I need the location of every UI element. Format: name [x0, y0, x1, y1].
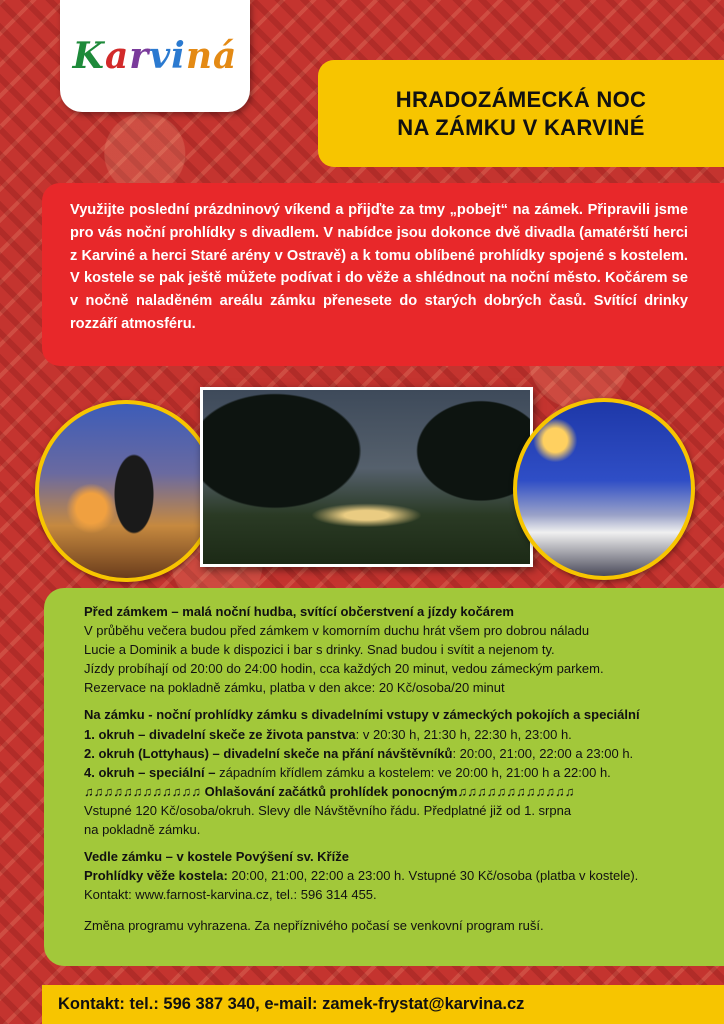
logo-letter: K	[72, 35, 105, 77]
tower-label: Prohlídky věže kostela:	[84, 868, 228, 884]
section-church	[84, 847, 704, 904]
tour-times: : 20:00, 21:00, 22:00 a 23:00 h.	[452, 745, 634, 761]
info-line: na pokladně zámku.	[84, 822, 201, 838]
info-line: Lucie a Dominik a bude k dispozici i bar s drinky. Snad budou i svítit a nejenom ty.	[84, 642, 555, 658]
church-contact: Kontakt: www.farnost-karvina.cz, tel.: 596 314 455.	[84, 887, 377, 903]
announcement-line	[84, 782, 704, 801]
program-info-box	[44, 588, 724, 966]
logo-letter: r	[129, 35, 150, 77]
photo-castle-night	[200, 387, 533, 567]
tour-name: 2. okruh (Lottyhaus) – divadelní skeče na přání návštěvníků	[84, 745, 453, 761]
tour-times: západním křídlem zámku a kostelem: ve 20:00 h, 21:00 h a 22:00 h.	[215, 764, 611, 780]
tour-item	[84, 744, 704, 763]
footer-contact: Kontakt: tel.: 596 387 340, e-mail: zamek-frystat@karvina.cz	[42, 985, 724, 1024]
program-note: Změna programu vyhrazena. Za nepříznivého počasí se venkovní program ruší.	[84, 918, 544, 934]
section-heading: Před zámkem – malá noční hudba, svítící občerstvení a jízdy kočárem	[84, 604, 514, 619]
tour-item	[84, 725, 704, 744]
music-notes: ♫♫♫♫♫♫♫♫♫♫♫♫	[84, 783, 205, 799]
section-outside	[84, 602, 704, 697]
logo-letter: a	[104, 35, 130, 77]
intro-text: Využijte poslední prázdninový víkend a přijďte za tmy „pobejt“ na zámek. Připravili jsme pro vás noční prohlídky s divadlem. V nabídce jsou dokonce dvě divadla (amatérští herci z Karviné a herci Staré arény v Ostravě) a k tomu oblíbené prohlídky spojené s kostelem. V kostele se pak ještě můžete podívat i do věže a shlédnout na noční město. Kočárem se v nočně naladěném areálu zámku přenesete do starých dobrých časů. Svítící drinky rozzáří atmosféru.	[70, 202, 688, 332]
announcement-text: Ohlašování začátků prohlídek ponocným	[204, 783, 458, 799]
section-castle	[84, 705, 704, 839]
page-title-line1: HRADOZÁMECKÁ NOC	[395, 86, 647, 112]
intro-box	[42, 183, 724, 366]
tour-item	[84, 763, 704, 782]
tour-times: : v 20:30 h, 21:30 h, 22:30 h, 23:00 h.	[355, 726, 572, 742]
tour-name: 1. okruh – divadelní skeče ze života panstva	[84, 726, 356, 742]
photo-night-watchman	[35, 400, 217, 582]
info-line: Jízdy probíhají od 20:00 do 24:00 hodin, cca každých 20 minut, vedou zámeckým parkem.	[84, 661, 604, 677]
info-line: Vstupné 120 Kč/osoba/okruh. Slevy dle Návštěvního řádu. Předplatné již od 1. srpna	[84, 802, 572, 818]
tour-name: 4. okruh – speciální –	[84, 764, 216, 780]
tower-times: 20:00, 21:00, 22:00 a 23:00 h. Vstupné 30 Kč/osoba (platba v kostele).	[227, 868, 639, 884]
page-title-line2: NA ZÁMKU V KARVINÉ	[397, 114, 645, 140]
info-line: Rezervace na pokladně zámku, platba v den akce: 20 Kč/osoba/20 minut	[84, 680, 505, 696]
section-heading: Na zámku - noční prohlídky zámku s divadelními vstupy v zámeckých pokojích a speciální	[84, 707, 640, 723]
logo-letter: ná	[185, 35, 238, 77]
section-heading: Vedle zámku – v kostele Povýšení sv. Kříže	[84, 849, 349, 865]
logo-letter: vi	[149, 35, 186, 77]
info-line: V průběhu večera budou před zámkem v komorním duchu hrát všem pro dobrou náladu	[84, 623, 590, 639]
photo-church-evening	[513, 398, 695, 580]
music-notes: ♫♫♫♫♫♫♫♫♫♫♫♫	[457, 783, 575, 799]
karvina-logo	[60, 0, 250, 112]
title-box	[318, 60, 724, 167]
